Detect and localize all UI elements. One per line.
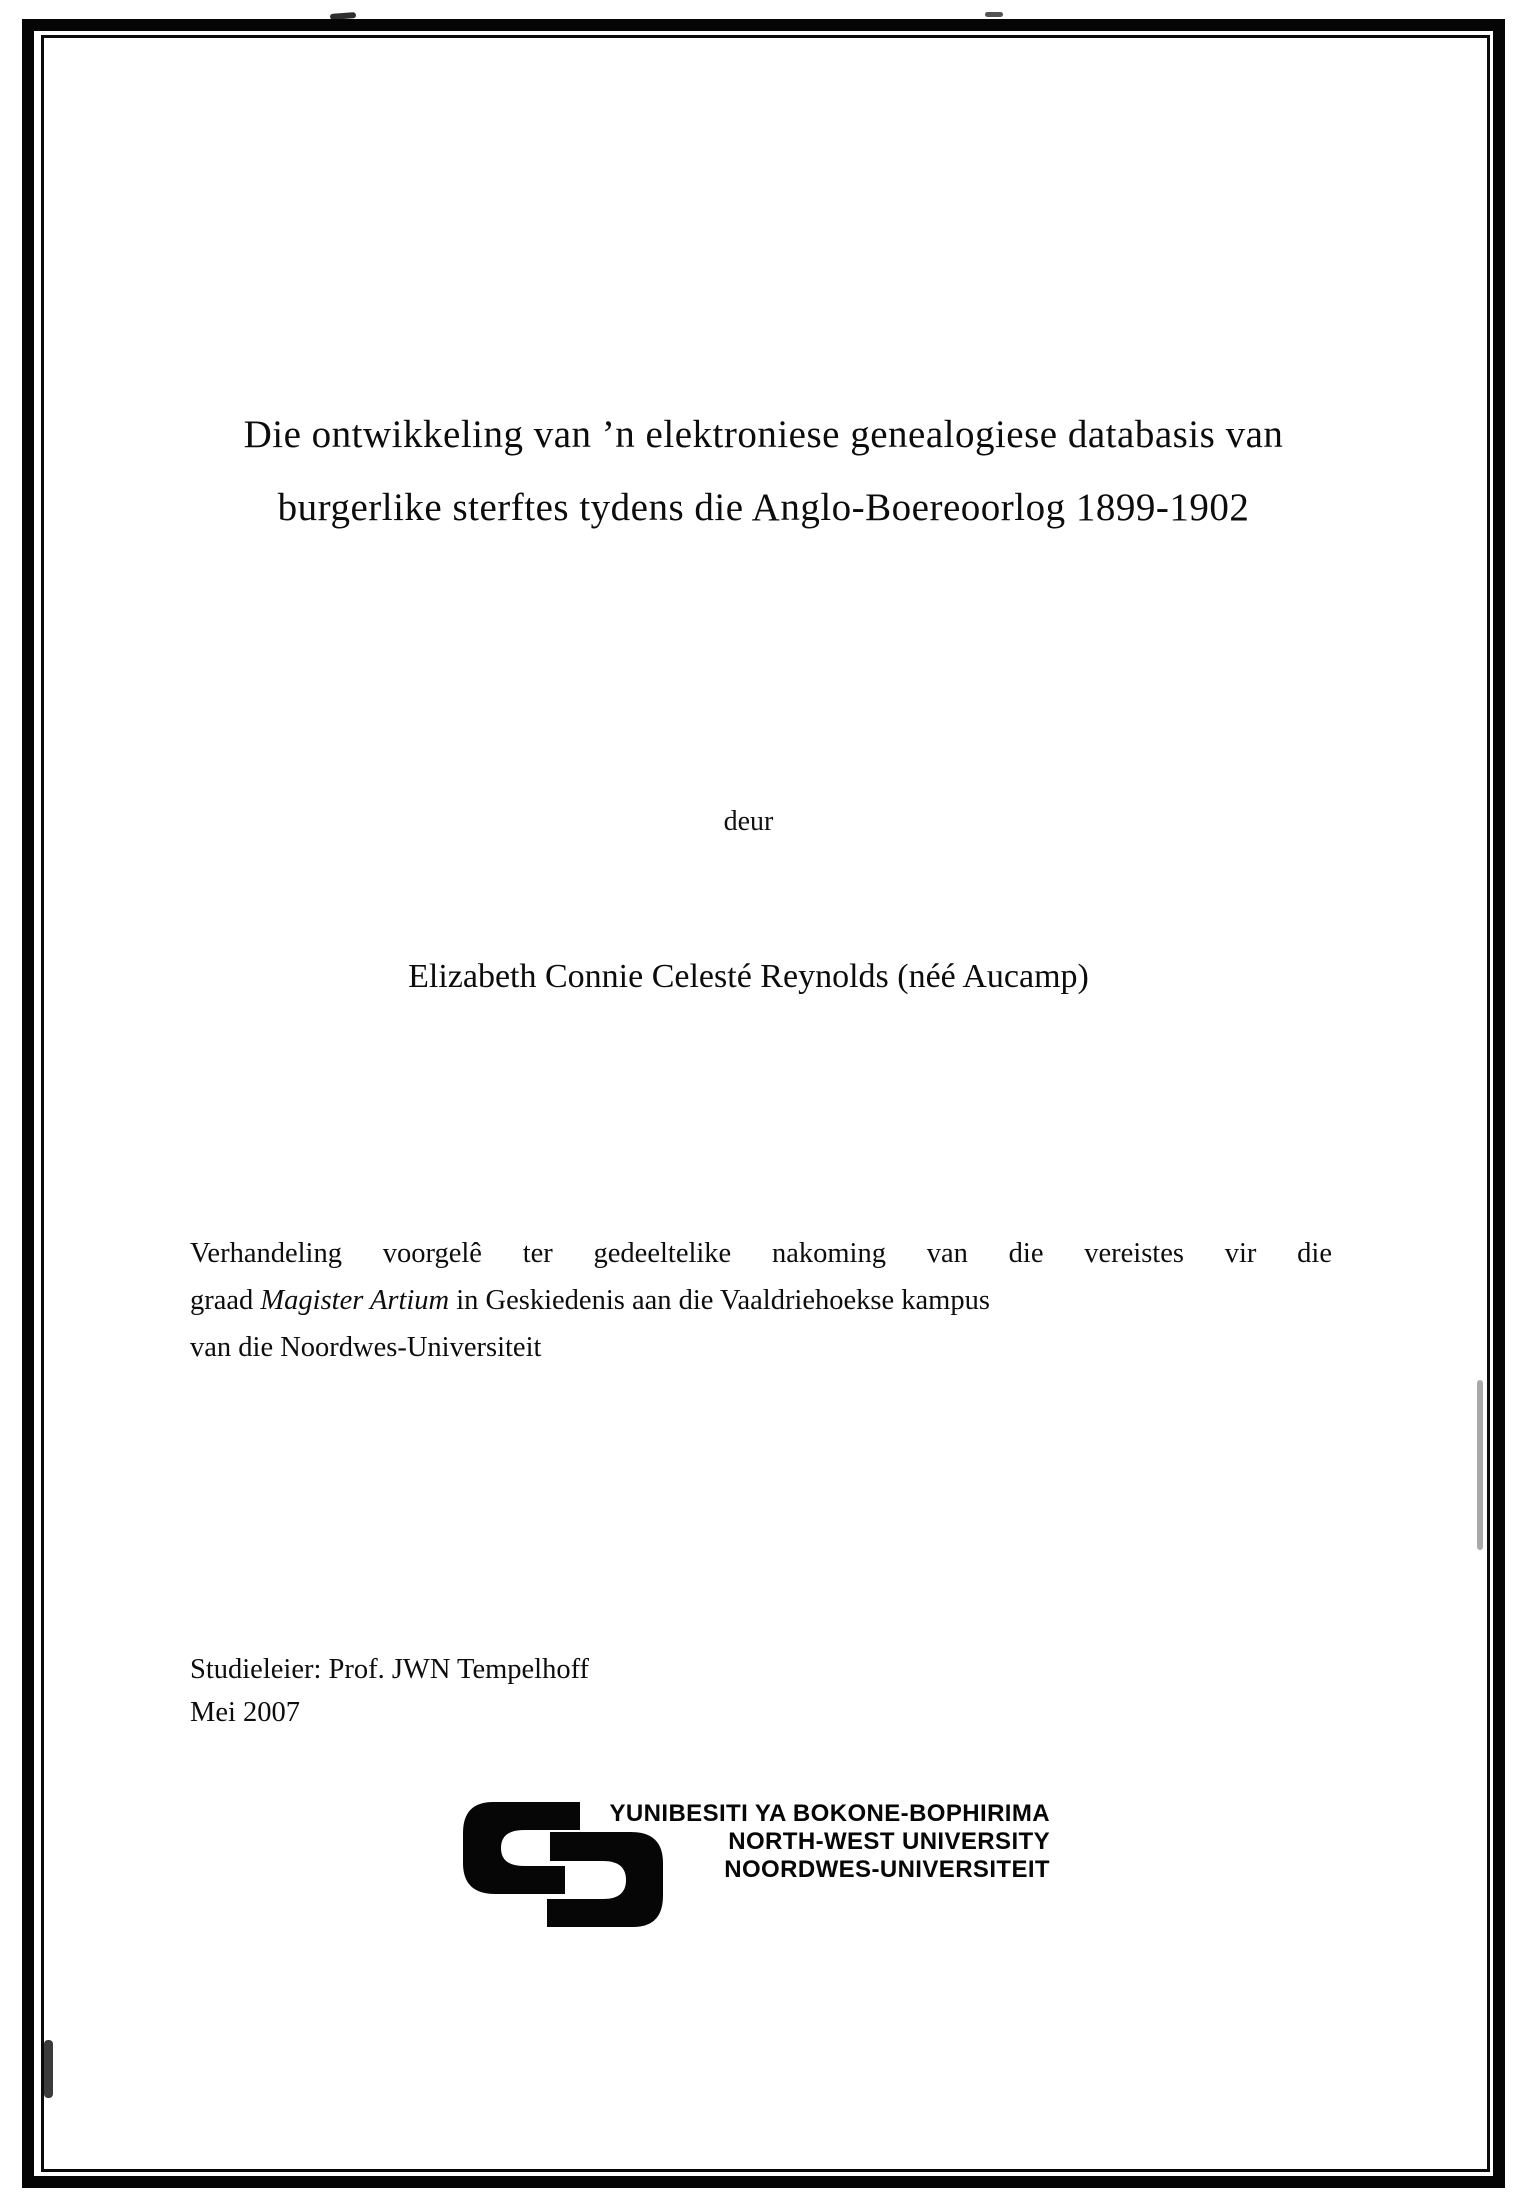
university-logo: [463, 1798, 1063, 1938]
degree-statement-line1: Verhandeling voorgelê ter gedeeltelike nakoming van die vereistes vir die: [190, 1238, 1332, 1269]
degree-statement: [190, 1230, 1332, 1371]
degree-statement-line2-pre: graad: [190, 1285, 261, 1316]
thesis-title: [110, 398, 1417, 544]
university-logo-text: [598, 1800, 1050, 1884]
scan-artifact: [44, 2040, 53, 2098]
scan-artifact: [1477, 1380, 1483, 1550]
degree-statement-line2: [190, 1277, 1332, 1324]
author-name: Elizabeth Connie Celesté Reynolds (néé Aucamp): [408, 958, 1089, 995]
supervisor-block: [190, 1648, 589, 1734]
degree-statement-line3: van die Noordwes-Universiteit: [190, 1332, 542, 1363]
university-name-setswana: YUNIBESITI YA BOKONE-BOPHIRIMA: [609, 1800, 1050, 1827]
date-line: Mei 2007: [190, 1697, 301, 1728]
degree-name: Magister Artium: [260, 1285, 450, 1316]
byline: deur: [723, 806, 774, 837]
university-name-afrikaans: NOORDWES-UNIVERSITEIT: [724, 1856, 1050, 1883]
university-name-english: NORTH-WEST UNIVERSITY: [728, 1828, 1050, 1855]
scan-artifact: [985, 12, 1003, 17]
supervisor-line: Studieleier: Prof. JWN Tempelhoff: [190, 1654, 590, 1685]
thesis-title-line2: burgerlike sterftes tydens die Anglo-Boereoorlog 1899-1902: [277, 486, 1250, 529]
degree-statement-line2-post: in Geskiedenis aan die Vaaldriehoekse kampus: [449, 1285, 990, 1316]
thesis-title-line1: Die ontwikkeling van ’n elektroniese genealogiese databasis van: [243, 413, 1284, 456]
